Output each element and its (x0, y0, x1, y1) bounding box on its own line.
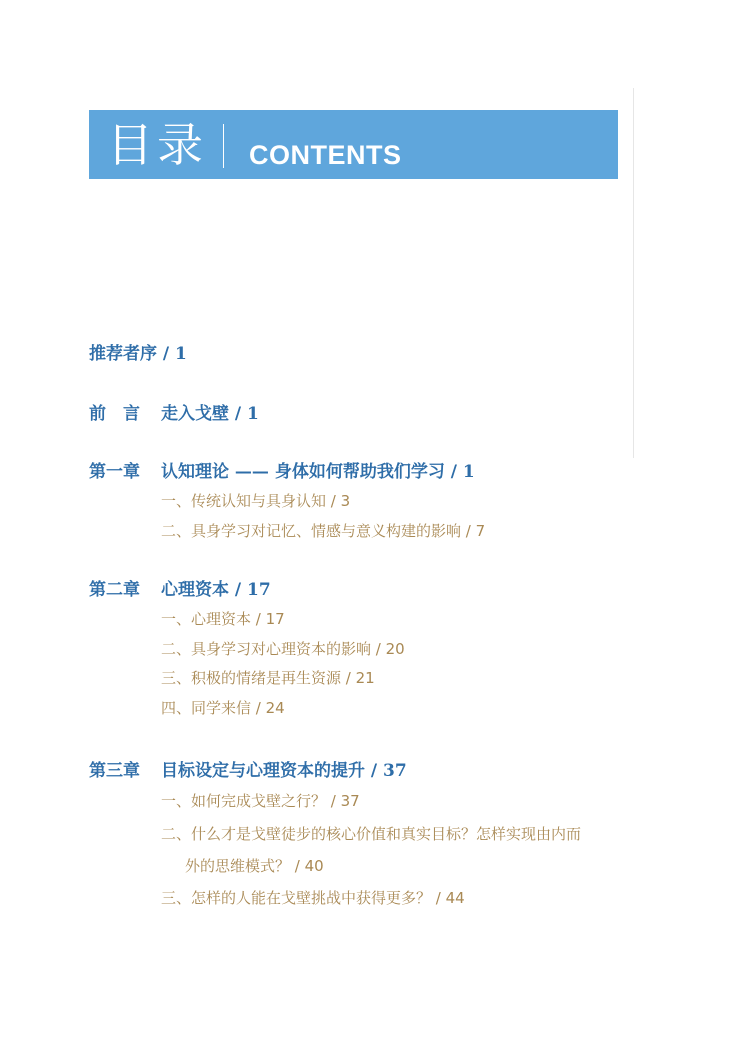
toc-entry-title: 认知理论 —— 身体如何帮助我们学习 / 1 (161, 462, 475, 482)
contents-title-cn: 目录 (107, 118, 207, 172)
toc-section-title: 四、同学来信 / 24 (161, 699, 285, 717)
toc-section-3-2[interactable] (161, 823, 581, 845)
toc-section-title: 二、具身学习对记忆、情感与意义构建的影响 / 7 (161, 522, 486, 540)
toc-entry-chapter-2[interactable] (89, 579, 271, 601)
toc-entry-label: 前 言 (89, 404, 140, 424)
toc-section-title: 三、怎样的人能在戈壁挑战中获得更多？ / 44 (161, 889, 465, 907)
toc-entry-label: 第一章 (89, 462, 140, 482)
toc-section-title: 三、积极的情绪是再生资源 / 21 (161, 669, 375, 687)
header-divider (223, 124, 224, 168)
toc-section-3-3[interactable] (161, 887, 465, 909)
toc-entry-chapter-3[interactable] (89, 760, 407, 782)
toc-section-1-2[interactable] (161, 520, 485, 542)
contents-title-en: CONTENTS (249, 140, 402, 170)
toc-entry-label: 第二章 (89, 580, 140, 600)
toc-entry-title: 心理资本 / 17 (161, 580, 271, 600)
toc-section-2-2[interactable] (161, 638, 405, 660)
contents-header (89, 110, 618, 179)
toc-section-2-3[interactable] (161, 667, 375, 689)
toc-section-title: 二、什么才是戈壁徒步的核心价值和真实目标？怎样实现由内而 (161, 825, 582, 843)
toc-section-title: 一、心理资本 / 17 (161, 610, 285, 628)
toc-entry-recommender-preface[interactable] (89, 343, 187, 365)
toc-entry-title: 推荐者序 / 1 (89, 344, 187, 364)
toc-section-title: 一、传统认知与具身认知 / 3 (161, 492, 351, 510)
toc-section-2-1[interactable] (161, 608, 285, 630)
toc-entry-preface[interactable] (89, 403, 259, 425)
toc-section-title: 外的思维模式？ / 40 (185, 857, 324, 875)
toc-entry-label: 第三章 (89, 761, 140, 781)
toc-section-3-2-continued[interactable] (185, 855, 324, 877)
page-edge-rule (633, 88, 634, 458)
toc-section-1-1[interactable] (161, 490, 350, 512)
toc-section-title: 二、具身学习对心理资本的影响 / 20 (161, 640, 405, 658)
toc-entry-chapter-1[interactable] (89, 461, 475, 483)
toc-entry-title: 目标设定与心理资本的提升 / 37 (161, 761, 407, 781)
toc-section-3-1[interactable] (161, 790, 360, 812)
toc-section-2-4[interactable] (161, 697, 285, 719)
toc-section-title: 一、如何完成戈壁之行？ / 37 (161, 792, 360, 810)
toc-entry-title: 走入戈壁 / 1 (161, 404, 259, 424)
